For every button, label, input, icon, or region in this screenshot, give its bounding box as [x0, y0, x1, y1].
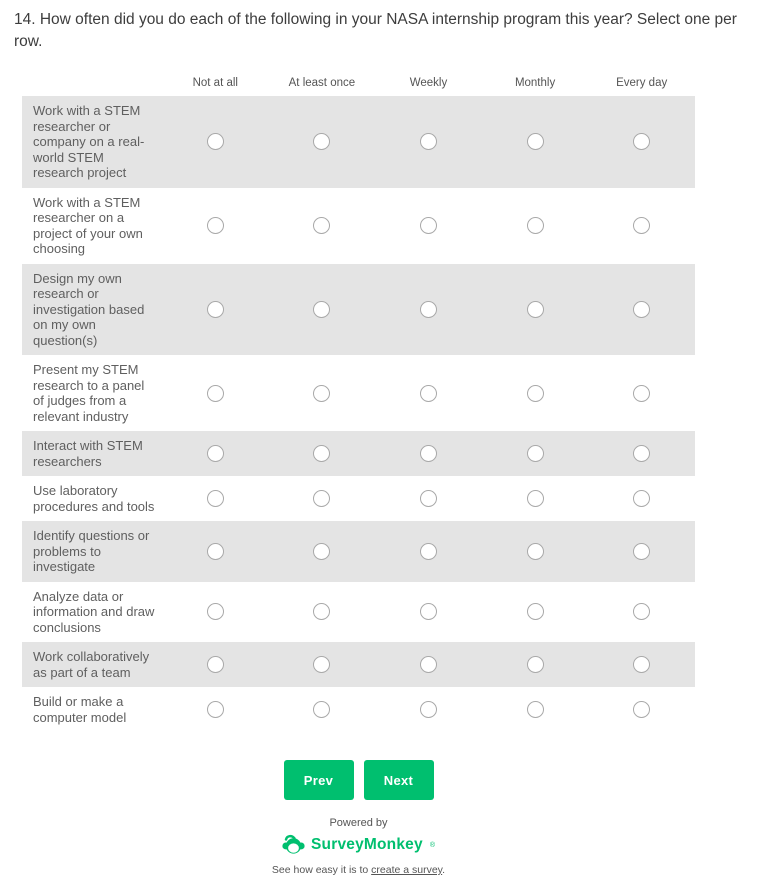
radio-button[interactable] — [313, 217, 330, 234]
matrix-body — [22, 96, 695, 732]
option-cell — [162, 355, 269, 431]
matrix-row-label: Design my own research or investigation based on my own question(s) — [33, 270, 145, 348]
matrix-row — [22, 582, 695, 643]
option-cell — [269, 582, 376, 643]
matrix-row-label: Work collaboratively as part of a team — [33, 649, 150, 680]
radio-button[interactable] — [313, 656, 330, 673]
matrix-row-label: Identify questions or problems to investigate — [33, 528, 150, 574]
radio-button[interactable] — [420, 445, 437, 462]
option-cell — [375, 188, 482, 264]
option-cell — [588, 642, 695, 687]
option-cell — [375, 521, 482, 582]
powered-by-label: Powered by — [329, 817, 388, 829]
option-cell — [482, 642, 589, 687]
column-header: Monthly — [514, 77, 556, 89]
option-cell — [269, 687, 376, 732]
radio-button[interactable] — [313, 385, 330, 402]
option-cell — [588, 476, 695, 521]
option-cell — [375, 96, 482, 188]
option-cell — [162, 264, 269, 356]
radio-button[interactable] — [207, 656, 224, 673]
next-button[interactable]: Next — [364, 760, 434, 800]
matrix-row-label: Interact with STEM researchers — [33, 438, 143, 469]
question-title: 14. How often did you do each of the following in your NASA internship program this year? Select one per row. — [14, 11, 737, 50]
radio-button[interactable] — [527, 445, 544, 462]
matrix-row — [22, 355, 695, 431]
matrix-row-label: Use laboratory procedures and tools — [33, 483, 155, 514]
radio-button[interactable] — [207, 543, 224, 560]
radio-button[interactable] — [207, 445, 224, 462]
option-cell — [269, 476, 376, 521]
radio-button[interactable] — [207, 133, 224, 150]
matrix-row — [22, 687, 695, 732]
option-cell — [482, 431, 589, 476]
radio-button[interactable] — [527, 133, 544, 150]
matrix-row-label: Work with a STEM researcher on a project of your own choosing — [33, 194, 143, 256]
option-cell — [375, 476, 482, 521]
radio-button[interactable] — [527, 385, 544, 402]
matrix-row-label: Work with a STEM researcher or company on a real-world STEM research project — [33, 103, 145, 180]
option-cell — [269, 188, 376, 264]
option-cell — [482, 96, 589, 188]
option-cell — [375, 687, 482, 732]
option-cell — [588, 431, 695, 476]
radio-button[interactable] — [527, 701, 544, 718]
radio-button[interactable] — [207, 217, 224, 234]
nav-buttons — [22, 760, 695, 800]
option-cell — [162, 642, 269, 687]
radio-button[interactable] — [420, 490, 437, 507]
radio-button[interactable] — [633, 701, 650, 718]
radio-button[interactable] — [313, 133, 330, 150]
column-header: At least once — [288, 77, 356, 89]
matrix-row — [22, 521, 695, 582]
radio-button[interactable] — [420, 543, 437, 560]
option-cell — [162, 476, 269, 521]
radio-button[interactable] — [527, 543, 544, 560]
option-cell — [269, 521, 376, 582]
radio-button[interactable] — [420, 701, 437, 718]
option-cell — [269, 642, 376, 687]
prev-button[interactable]: Prev — [284, 760, 354, 800]
option-cell — [588, 188, 695, 264]
radio-button[interactable] — [633, 217, 650, 234]
radio-button[interactable] — [313, 603, 330, 620]
option-cell — [588, 521, 695, 582]
matrix-row-label: Present my STEM research to a panel of judges from a relevant industry — [33, 362, 145, 424]
option-cell — [162, 687, 269, 732]
option-cell — [269, 355, 376, 431]
column-header: Every day — [616, 77, 668, 89]
option-cell — [482, 582, 589, 643]
option-cell — [482, 476, 589, 521]
option-cell — [162, 431, 269, 476]
option-cell — [269, 96, 376, 188]
radio-button[interactable] — [313, 490, 330, 507]
tagline-text: See how easy it is to — [271, 864, 372, 876]
option-cell — [375, 264, 482, 356]
option-cell — [482, 264, 589, 356]
column-header: Weekly — [409, 77, 448, 89]
radio-button[interactable] — [633, 301, 650, 318]
radio-button[interactable] — [420, 217, 437, 234]
radio-button[interactable] — [420, 603, 437, 620]
radio-button[interactable] — [420, 385, 437, 402]
option-cell — [588, 582, 695, 643]
radio-button[interactable] — [633, 490, 650, 507]
radio-button[interactable] — [633, 603, 650, 620]
option-cell — [162, 96, 269, 188]
matrix-row — [22, 188, 695, 264]
radio-button[interactable] — [420, 656, 437, 673]
radio-button[interactable] — [313, 301, 330, 318]
radio-button[interactable] — [207, 701, 224, 718]
option-cell — [482, 687, 589, 732]
option-cell — [588, 96, 695, 188]
radio-button[interactable] — [527, 656, 544, 673]
radio-button[interactable] — [633, 385, 650, 402]
matrix-row-label: Analyze data or information and draw conclusions — [33, 588, 155, 635]
radio-button[interactable] — [207, 603, 224, 620]
surveymonkey-monkey-icon — [282, 835, 305, 855]
option-cell — [375, 642, 482, 687]
option-cell — [482, 188, 589, 264]
option-cell — [375, 431, 482, 476]
option-cell — [162, 188, 269, 264]
radio-button[interactable] — [633, 543, 650, 560]
footer-tagline — [22, 864, 695, 876]
matrix-question — [22, 77, 695, 732]
radio-button[interactable] — [313, 543, 330, 560]
option-cell — [375, 355, 482, 431]
option-cell — [162, 582, 269, 643]
radio-button[interactable] — [527, 490, 544, 507]
surveymonkey-logo-link[interactable] — [282, 835, 435, 855]
footer — [22, 817, 695, 876]
column-header: Not at all — [192, 77, 238, 89]
matrix-row — [22, 264, 695, 356]
matrix-row — [22, 476, 695, 521]
option-cell — [482, 355, 589, 431]
matrix-row — [22, 642, 695, 687]
create-survey-link[interactable]: create a survey — [371, 864, 443, 876]
radio-button[interactable] — [420, 133, 437, 150]
radio-button[interactable] — [420, 301, 437, 318]
radio-button[interactable] — [633, 445, 650, 462]
radio-button[interactable] — [527, 603, 544, 620]
radio-button[interactable] — [633, 133, 650, 150]
tagline-period: . — [442, 864, 446, 876]
matrix-header-row — [22, 77, 695, 96]
registered-mark: ® — [429, 841, 435, 849]
matrix-row — [22, 431, 695, 476]
option-cell — [269, 431, 376, 476]
option-cell — [269, 264, 376, 356]
option-cell — [588, 687, 695, 732]
radio-button[interactable] — [527, 217, 544, 234]
option-cell — [588, 264, 695, 356]
radio-button[interactable] — [207, 490, 224, 507]
radio-button[interactable] — [313, 701, 330, 718]
option-cell — [375, 582, 482, 643]
radio-button[interactable] — [527, 301, 544, 318]
radio-button[interactable] — [633, 656, 650, 673]
radio-button[interactable] — [207, 385, 224, 402]
option-cell — [162, 521, 269, 582]
option-cell — [482, 521, 589, 582]
surveymonkey-wordmark: SurveyMonkey — [311, 836, 423, 853]
radio-button[interactable] — [207, 301, 224, 318]
option-cell — [588, 355, 695, 431]
radio-button[interactable] — [313, 445, 330, 462]
matrix-row — [22, 96, 695, 188]
matrix-row-label: Build or make a computer model — [33, 694, 127, 725]
